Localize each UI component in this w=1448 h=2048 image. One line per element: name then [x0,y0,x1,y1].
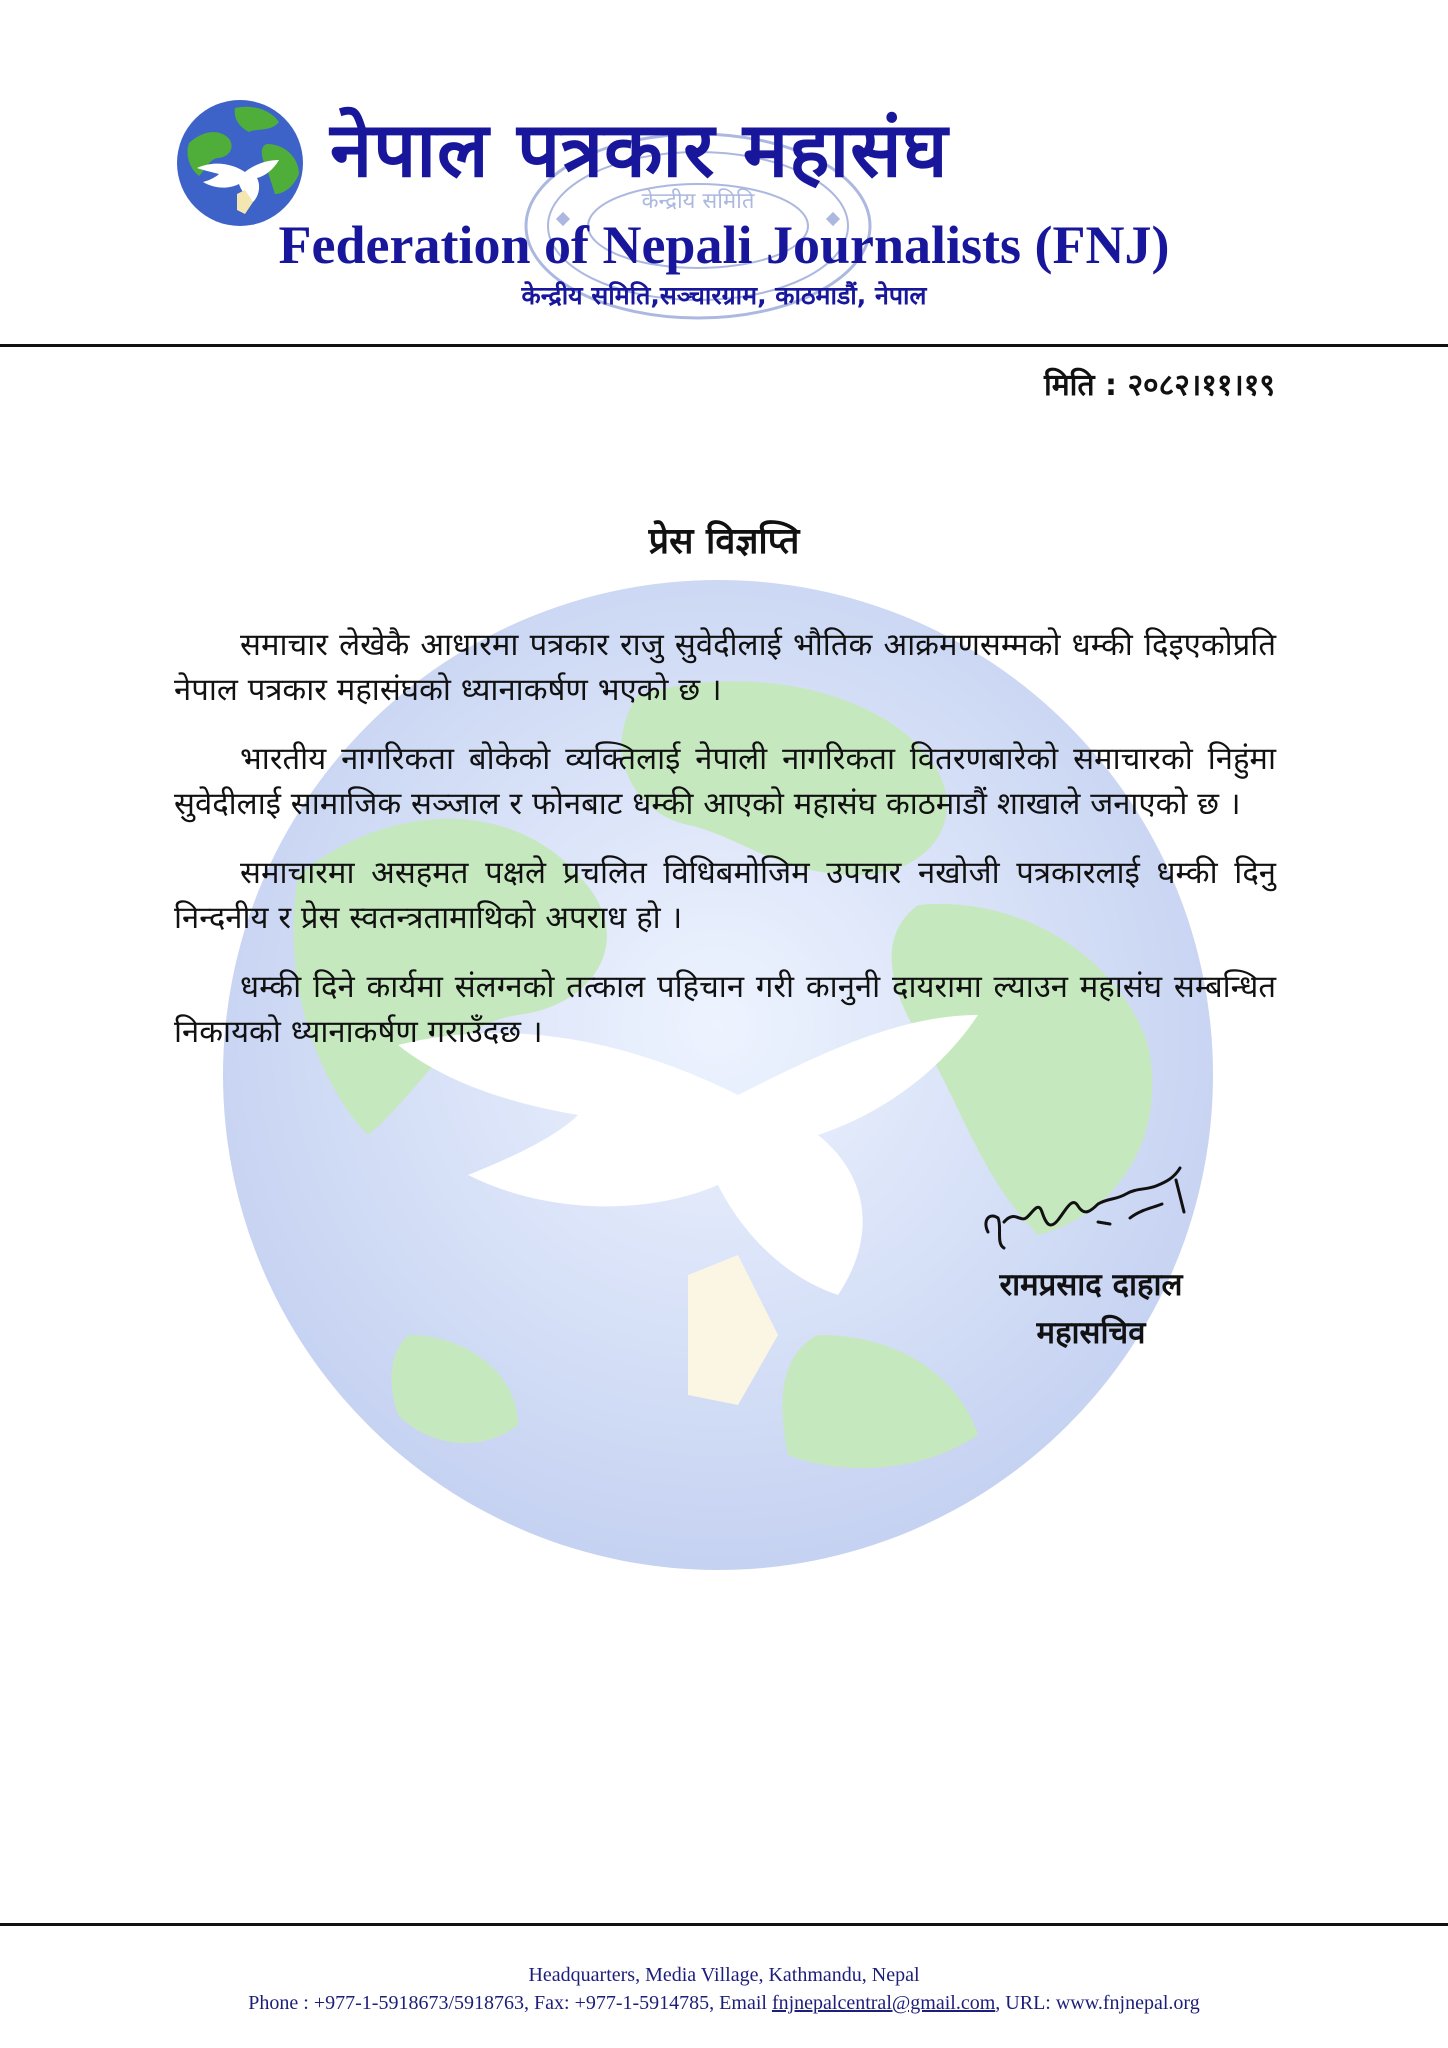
press-release-body [174,623,1276,1079]
handwritten-signature-icon [980,1160,1205,1260]
org-name-nepali: नेपाल पत्रकार महासंघ [330,105,949,194]
signatory-title: महासचिव [1036,1315,1146,1351]
header-divider [0,344,1448,347]
date-line [900,364,1275,408]
body-paragraph: समाचारमा असहमत पक्षले प्रचलित विधिबमोजिम उपचार नखोजी पत्रकारलाई धम्की दिनु निन्दनीय र प्रेस स्वतन्त्रतामाथिको अपराध हो । [174,855,1276,936]
footer-phone-fax: Phone : +977-1-5918673/5918763, Fax: +977-1-5914785, Email [248,1992,772,2014]
body-paragraph: समाचार लेखेकै आधारमा पत्रकार राजु सुवेदीलाई भौतिक आक्रमणसम्मको धम्की दिइएकोप्रति नेपाल पत्रकार महासंघको ध्यानाकर्षण भएको छ । [174,627,1276,708]
footer-headquarters: Headquarters, Media Village, Kathmandu, Nepal [528,1964,920,1986]
globe-dove-logo-icon [175,98,305,228]
body-paragraph: धम्की दिने कार्यमा संलग्नको तत्काल पहिचान गरी कानुनी दायरामा ल्याउन महासंघ सम्बन्धित निकायको ध्यानाकर्षण गराउँदछ । [174,969,1276,1050]
press-release-heading: प्रेस विज्ञप्ति [648,521,800,562]
signatory-name: रामप्रसाद दाहाल [999,1267,1183,1303]
org-name-english: Federation of Nepali Journalists (FNJ) [278,215,1170,275]
org-address: केन्द्रीय समिति,सञ्चारग्राम, काठमाडौं, नेपाल [521,281,927,310]
date-value: २०८२।११।१९ [1127,368,1275,403]
body-paragraph: भारतीय नागरिकता बोकेको व्यक्तिलाई नेपाली नागरिकता वितरणबारेको समाचारको निहुंमा सुवेदीलाई सामाजिक सञ्जाल र फोनबाट धम्की आएको महासंघ काठमाडौं शाखाले जनाएको छ । [174,741,1276,822]
stamp-text: केन्द्रीय समिति [641,189,755,214]
footer-contact [0,1990,1448,2016]
footer-url: , URL: www.fnjnepal.org [995,1992,1200,2014]
footer-email-link[interactable]: fnjnepalcentral@gmail.com [771,1992,996,2014]
footer-divider [0,1923,1448,1926]
date-label: मिति : [1043,368,1117,403]
